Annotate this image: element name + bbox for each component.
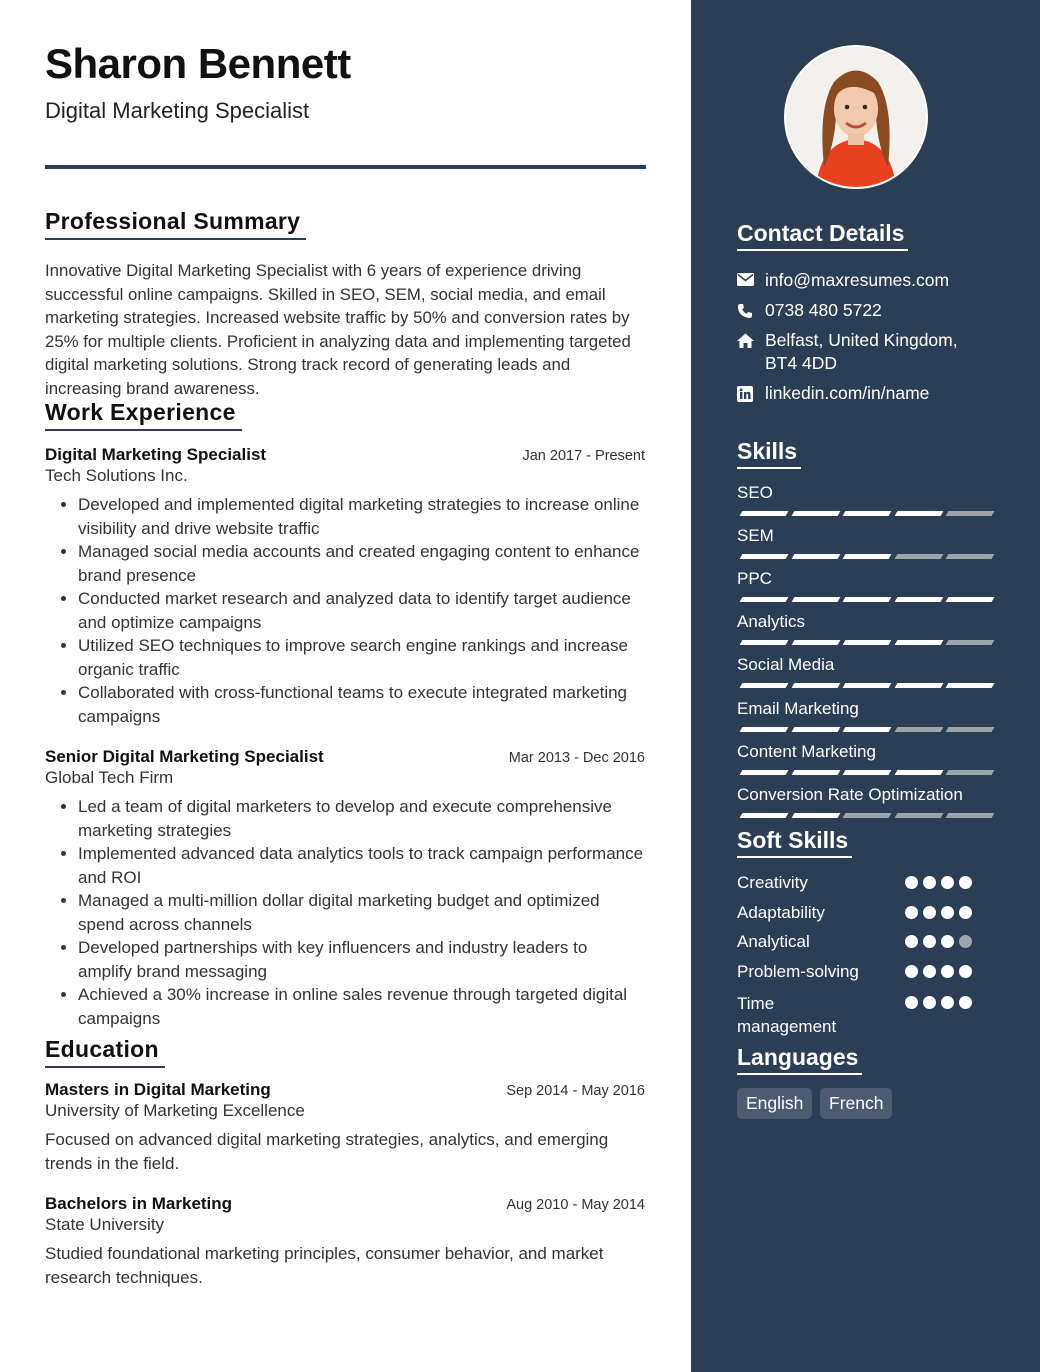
summary-text: Innovative Digital Marketing Specialist with 6 years of experience driving successful online campaigns. Skilled in SEO, SEM, social media, and email marketing strategies. Increased website traffic by 50% and conversion rates by 25% for multiple clients. Proficient in analyzing data and implementing targeted digital marketing solutions. Strong track record of generating leads and increasing brand awareness. (45, 261, 631, 398)
contact-address-line2: BT4 4DD (765, 353, 837, 373)
rating-dot (959, 906, 972, 919)
job-bullet: • Conducted market research and analyzed data to identify target audience and optimize campaigns (78, 587, 645, 634)
skill-level-segment (894, 770, 943, 775)
soft-skill-name: Creativity (737, 873, 808, 892)
contact-linkedin[interactable] (737, 382, 929, 405)
skill-level-bar (737, 597, 993, 603)
rating-dot (923, 876, 936, 889)
skill-level-segment (740, 554, 789, 559)
skill-level-segment (740, 640, 789, 645)
candidate-title: Digital Marketing Specialist (45, 98, 310, 123)
soft-skill-name: Problem-solving (737, 962, 859, 981)
home-icon (737, 329, 765, 348)
rating-dot (941, 876, 954, 889)
skill-item (737, 612, 993, 632)
job-company: Global Tech Firm (45, 768, 174, 787)
skill-level-segment (894, 597, 943, 602)
degree-title: Bachelors in Marketing (45, 1194, 233, 1213)
linkedin-icon (737, 382, 765, 402)
skill-item (737, 785, 993, 805)
phone-icon (737, 299, 765, 319)
job-entry (45, 747, 645, 1030)
skill-level-segment (894, 640, 943, 645)
skill-level-bar (737, 640, 993, 646)
languages-heading: Languages (737, 1044, 862, 1075)
skill-name: SEM (737, 526, 774, 546)
skill-item (737, 742, 993, 762)
skill-item (737, 699, 993, 719)
skill-level-segment (946, 770, 995, 775)
job-bullets (45, 493, 645, 728)
skill-level-segment (894, 511, 943, 516)
candidate-name: Sharon Bennett (45, 40, 351, 87)
skill-level-segment (894, 727, 943, 732)
skill-level-segment (843, 727, 892, 732)
skill-level-segment (740, 727, 789, 732)
skill-level-segment (791, 511, 840, 516)
rating-dot (923, 965, 936, 978)
contact-email-text: info@maxresumes.com (765, 270, 950, 290)
skill-level-segment (894, 813, 943, 818)
skill-name: Email Marketing (737, 698, 859, 718)
education-entry (45, 1194, 645, 1289)
job-bullet: • Developed partnerships with key influencers and industry leaders to amplify brand messaging (78, 936, 645, 983)
skill-level-segment (740, 511, 789, 516)
education-heading: Education (45, 1036, 165, 1068)
skill-level-segment (791, 640, 840, 645)
soft-skill-name: Analytical (737, 932, 810, 951)
job-title: Senior Digital Marketing Specialist (45, 747, 324, 766)
skill-level-segment (843, 640, 892, 645)
skill-level-segment (791, 813, 840, 818)
skill-level-segment (843, 554, 892, 559)
school-name: University of Marketing Excellence (45, 1101, 305, 1120)
skill-level-bar (737, 770, 993, 776)
skill-level-segment (791, 554, 840, 559)
rating-dot (905, 935, 918, 948)
skill-level-bar (737, 683, 993, 689)
skill-level-bar (737, 511, 993, 517)
experience-heading: Work Experience (45, 399, 242, 431)
skill-name: Conversion Rate Optimization (737, 784, 963, 804)
avatar (784, 45, 928, 189)
contact-address-line1: Belfast, United Kingdom, (765, 330, 958, 350)
education-description: Focused on advanced digital marketing strategies, analytics, and emerging trends in the field. (45, 1130, 609, 1173)
soft-skill-name-line2: management (737, 1017, 837, 1036)
skill-level-bar (737, 813, 993, 819)
rating-dot (905, 876, 918, 889)
skill-level-segment (946, 597, 995, 602)
skill-item (737, 569, 993, 589)
skill-name: SEO (737, 483, 773, 502)
language-badge: French (820, 1088, 892, 1119)
rating-dot (941, 906, 954, 919)
rating-dot (905, 906, 918, 919)
job-bullet: • Utilized SEO techniques to improve search engine rankings and increase organic traffic (78, 634, 645, 681)
skill-name: Analytics (737, 612, 806, 632)
skill-level-segment (843, 770, 892, 775)
rating-dot (905, 996, 918, 1009)
skill-level-segment (791, 770, 840, 775)
skill-level-segment (946, 511, 995, 516)
skill-level-bar (737, 727, 993, 733)
soft-skill-name: Adaptability (737, 903, 825, 922)
skill-name: Social Media (737, 655, 835, 675)
education-description: Studied foundational marketing principles, consumer behavior, and market research techniques. (45, 1244, 604, 1287)
rating-dot (959, 965, 972, 978)
job-company: Tech Solutions Inc. (45, 466, 188, 485)
education-dates: Aug 2010 - May 2014 (506, 1197, 645, 1213)
soft-skill-name (737, 992, 836, 1038)
contact-heading: Contact Details (737, 220, 908, 251)
language-badge: English (737, 1088, 812, 1119)
rating-dot (941, 935, 954, 948)
skill-item (737, 655, 993, 675)
skill-level-segment (843, 511, 892, 516)
skill-level-segment (740, 597, 789, 602)
degree-title: Masters in Digital Marketing (45, 1080, 271, 1099)
summary-heading: Professional Summary (45, 208, 306, 240)
envelope-icon (737, 269, 765, 286)
job-bullet: • Led a team of digital marketers to develop and execute comprehensive marketing strategies (78, 795, 645, 842)
skill-level-segment (843, 597, 892, 602)
rating-dot (905, 965, 918, 978)
skill-name: PPC (737, 569, 772, 589)
school-name: State University (45, 1215, 165, 1234)
job-dates: Mar 2013 - Dec 2016 (508, 750, 645, 766)
skills-heading: Skills (737, 438, 801, 469)
contact-email[interactable] (737, 269, 949, 292)
skill-level-segment (791, 727, 840, 732)
skill-level-segment (946, 640, 995, 645)
skill-name: Content Marketing (737, 741, 876, 761)
education-dates: Sep 2014 - May 2016 (506, 1083, 645, 1099)
skill-level-segment (843, 683, 892, 688)
rating-dot (923, 906, 936, 919)
rating-dot (923, 935, 936, 948)
skill-item (737, 526, 993, 546)
job-dates: Jan 2017 - Present (522, 448, 645, 464)
contact-linkedin-text: linkedin.com/in/name (765, 383, 930, 403)
skill-level-segment (791, 597, 840, 602)
skill-level-segment (740, 683, 789, 688)
skill-level-segment (791, 683, 840, 688)
skill-level-segment (946, 554, 995, 559)
contact-address (737, 329, 958, 375)
job-bullet: • Achieved a 30% increase in online sales revenue through targeted digital campaigns (78, 983, 645, 1030)
skill-level-segment (894, 554, 943, 559)
skill-item (737, 483, 993, 503)
contact-phone-text: 0738 480 5722 (765, 300, 882, 320)
rating-dot (959, 996, 972, 1009)
soft-skill-name-line1: Time (737, 994, 775, 1013)
soft-skills-heading: Soft Skills (737, 827, 852, 858)
rating-dot (959, 876, 972, 889)
rating-dot (959, 935, 972, 948)
job-entry (45, 445, 645, 728)
job-bullet: • Collaborated with cross-functional teams to execute integrated marketing campaigns (78, 681, 645, 728)
profile-photo-icon (786, 47, 926, 187)
job-bullet: • Managed social media accounts and created engaging content to enhance brand presence (78, 540, 645, 587)
skill-level-segment (740, 813, 789, 818)
skill-level-segment (894, 683, 943, 688)
job-title: Digital Marketing Specialist (45, 445, 267, 464)
header-divider (45, 165, 646, 169)
rating-dot (941, 996, 954, 1009)
skill-level-segment (946, 683, 995, 688)
skill-level-bar (737, 554, 993, 560)
skill-level-segment (740, 770, 789, 775)
skill-level-segment (946, 727, 995, 732)
skill-level-segment (946, 813, 995, 818)
contact-phone[interactable] (737, 299, 882, 322)
job-bullet: • Managed a multi-million dollar digital marketing budget and optimized spend across channels (78, 889, 645, 936)
rating-dot (923, 996, 936, 1009)
education-entry (45, 1080, 645, 1175)
job-bullets (45, 795, 645, 1030)
job-bullet: • Developed and implemented digital marketing strategies to increase online visibility and drive website traffic (78, 493, 645, 540)
job-bullet: • Implemented advanced data analytics tools to track campaign performance and ROI (78, 842, 645, 889)
rating-dot (941, 965, 954, 978)
skill-level-segment (843, 813, 892, 818)
